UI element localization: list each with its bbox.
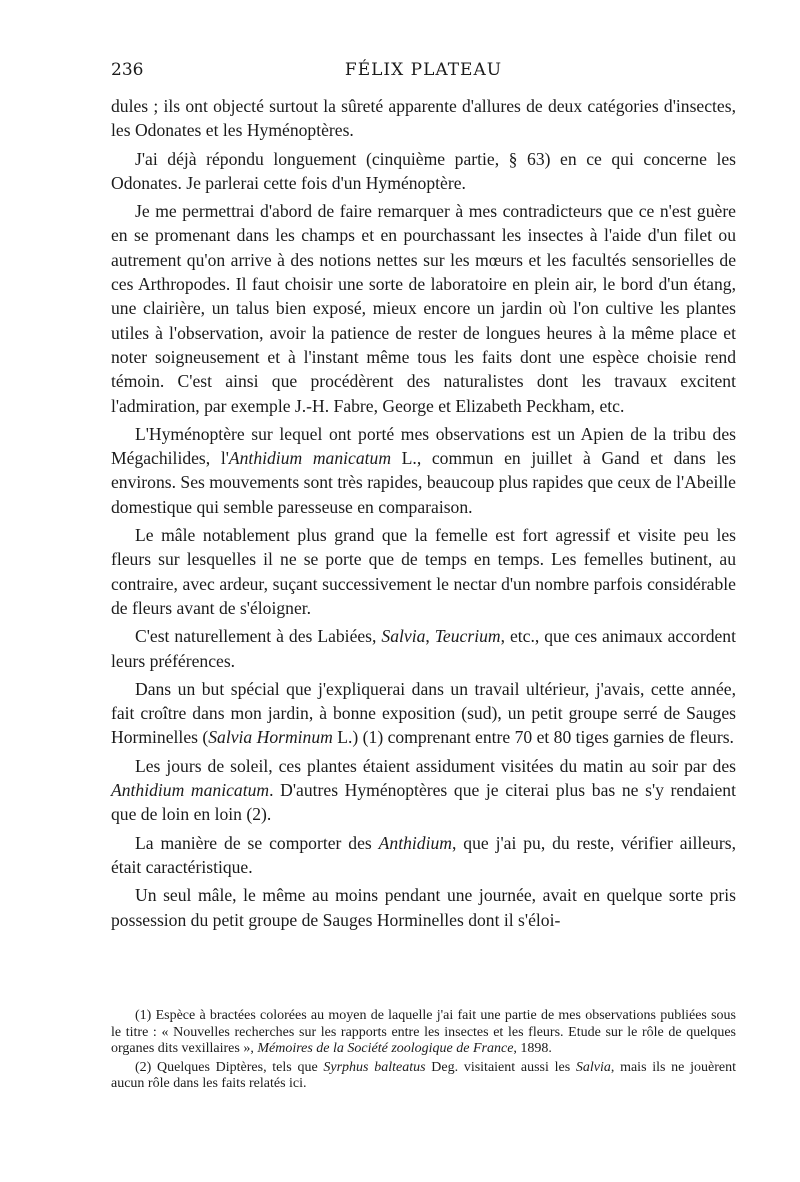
paragraph-6-separator: , <box>425 626 435 647</box>
paragraph-8-text-b: . D'autres Hyménoptères que je citerai plus bas ne s'y rendaient que de loin en loin (2). <box>111 780 736 825</box>
paragraph-7-species-name: Salvia Horminum <box>208 727 333 748</box>
paragraph-9-text-a: La manière de se comporter des <box>135 832 379 853</box>
paragraph-8 <box>111 754 736 827</box>
paragraph-4-text-b: L., commun en juillet à Gand et dans les environs. Ses mouvements sont très rapides, beaucoup plus rapides que ceux de l'Abeille domestique qui semble paresseuse en comparaison. <box>111 448 737 517</box>
paragraph-4-species-name: Anthidium manicatum <box>228 448 392 469</box>
footnote-1 <box>111 1008 736 1058</box>
footnote-1-text-a: (1) Espèce à bractées colorées au moyen de laquelle j'ai fait une partie de mes observations publiées sous le titre : « Nouvelles recherches sur les rapports entre les insectes et les fleurs. Etude sur le rôle de quelques organes dits vexillaires », <box>111 1008 736 1056</box>
paragraph-1: dules ; ils ont objecté surtout la sûreté apparente d'allures de deux catégories d'insectes, les Odonates et les Hyménoptères. <box>111 96 736 141</box>
paragraph-8-species-name: Anthidium manicatum <box>111 780 270 801</box>
footnote-2 <box>111 1060 736 1093</box>
paragraph-7-text-a: Dans un but spécial que j'expliquerai dans un travail ultérieur, j'avais, cette année, fait croître dans mon jardin, à bonne exposition (sud), un petit groupe serré de Sauges Horminelles ( <box>111 678 736 748</box>
paragraph-9 <box>111 831 736 880</box>
footnote-2-text-a: (2) Quelques Diptères, tels que <box>135 1059 324 1075</box>
footnote-2-text-b: Deg. visitaient aussi les <box>425 1059 576 1075</box>
paragraph-6-genus-salvia: Salvia <box>381 626 426 647</box>
paragraph-6 <box>111 624 736 673</box>
running-head: FÉLIX PLATEAU <box>344 60 503 80</box>
paragraph-2: J'ai déjà répondu longuement (cinquième partie, § 63) en ce qui concerne les Odonates. Je parlerai cette fois d'un Hyménoptère. <box>111 148 736 193</box>
paragraph-8-text-a: Les jours de soleil, ces plantes étaient assidument visitées du matin au soir par des <box>135 755 736 776</box>
page-header <box>111 58 736 82</box>
paragraph-7 <box>111 677 736 750</box>
paragraph-10: Un seul mâle, le même au moins pendant une journée, avait en quelque sorte pris possession du petit groupe de Sauges Horminelles dont il s'éloi- <box>111 885 736 930</box>
paragraph-7-text-b: L.) (1) comprenant entre 70 et 80 tiges garnies de fleurs. <box>332 727 734 748</box>
footnote-2-genus-salvia: Salvia <box>575 1059 611 1075</box>
paragraph-6-text-b: , etc., que ces animaux accordent leurs préférences. <box>111 626 736 671</box>
paragraph-4-text-a: L'Hyménoptère sur lequel ont porté mes observations est un Apien de la tribu des Mégachilides, l' <box>111 423 736 469</box>
paragraph-6-text-a: C'est naturellement à des Labiées, <box>135 626 382 647</box>
paragraph-3: Je me permettrai d'abord de faire remarquer à mes contradicteurs que ce n'est guère en se promenant dans les champs et en pourchassant les insectes à l'aide d'un filet ou autrement qu'on arrive à des notions nettes sur les mœurs et les facultés sensorielles de ces Arthropodes. Il faut choisir une sorte de laboratoire en plein air, le bord d'un étang, une clairière, un talus bien exposé, mieux encore un jardin où l'on cultive les plantes utiles à l'observation, avoir la patience de rester de longues heures à la même place et noter soigneusement et à l'instant même tous les faits dont une espèce choisie rend témoin. C'est ainsi que procédèrent des naturalistes dont les travaux excitent l'admiration, par exemple J.-H. Fabre, George et Elizabeth Peckham, etc. <box>111 201 736 416</box>
paragraph-9-genus-name: Anthidium <box>378 832 452 853</box>
footnote-2-text-c: , mais ils ne jouèrent aucun rôle dans les faits relatés ici. <box>111 1059 736 1091</box>
body-text <box>111 94 736 936</box>
paragraph-5: Le mâle notablement plus grand que la femelle est fort agressif et visite peu les fleurs sur lesquelles il ne se porte que de temps en temps. Les femelles butinent, au contraire, avec ardeur, suçant successivement le nectar d'un nombre parfois considérable de fleurs avant de s'éloigner. <box>111 525 736 618</box>
footnote-1-text-b: , 1898. <box>513 1041 552 1056</box>
footnotes <box>111 1008 736 1095</box>
page-number: 236 <box>111 60 144 80</box>
book-page <box>111 0 736 1182</box>
footnote-1-journal-title: Mémoires de la Société zoologique de France <box>257 1041 514 1056</box>
footnote-2-species-syrphus: Syrphus balteatus <box>323 1059 426 1075</box>
paragraph-4 <box>111 422 736 519</box>
paragraph-9-text-b: , que j'ai pu, du reste, vérifier ailleurs, était caractéristique. <box>111 832 736 877</box>
paragraph-6-genus-teucrium: Teucrium <box>434 626 501 647</box>
